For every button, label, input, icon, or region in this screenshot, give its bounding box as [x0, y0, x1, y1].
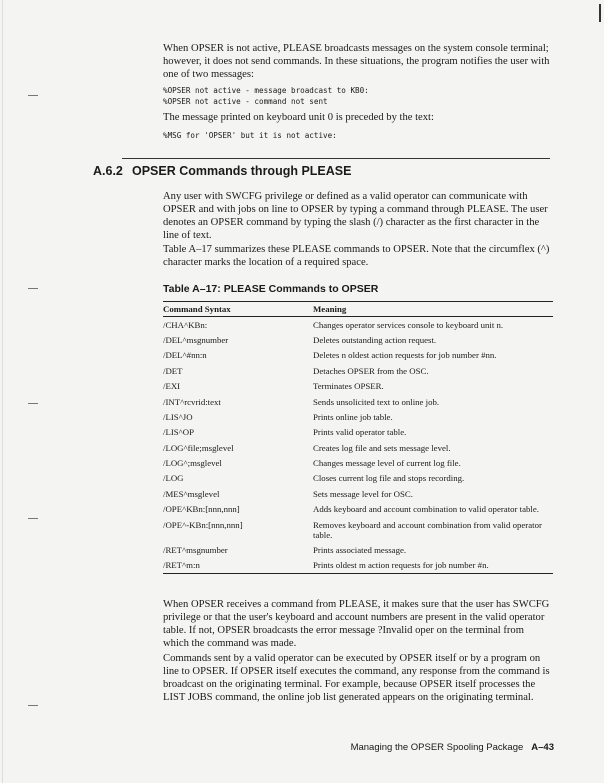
preceded-paragraph: The message printed on keyboard unit 0 is preceded by the text:	[163, 112, 434, 123]
command-syntax: /DEL^#nn:n	[163, 350, 207, 361]
page-number: A–43	[531, 742, 554, 753]
command-meaning: Deletes n oldest action requests for job number #nn.	[313, 350, 497, 361]
table-row	[163, 440, 553, 455]
section-rule	[122, 158, 550, 159]
table-row	[163, 332, 553, 347]
command-meaning: Sends unsolicited text to online job.	[313, 396, 440, 407]
table-row	[163, 542, 553, 557]
corner-mark	[599, 4, 601, 22]
margin-mark	[28, 518, 38, 519]
command-syntax: /LOG	[163, 473, 184, 484]
command-meaning: Detaches OPSER from the OSC.	[313, 365, 429, 376]
command-syntax: /RET^m:n	[163, 558, 313, 574]
margin-mark	[28, 288, 38, 289]
command-syntax: /OPE^KBn:[nnn,nnn]	[163, 504, 240, 515]
command-syntax: /CHA^KBn:	[163, 319, 208, 330]
section-paragraph-1: Any user with SWCFG privilege or defined as a valid operator can communicate with OPSER and with jobs on line to OPSER by typing a command through PLEASE. The user denotes an OPSER command by typing the slash (/) character as the first character in the line of text.	[163, 191, 548, 241]
opser-message-1: %OPSER not active - message broadcast to KB0:	[163, 86, 369, 95]
command-syntax: /LOG^;msglevel	[163, 458, 222, 469]
table-row	[163, 517, 553, 542]
command-meaning: Prints associated message.	[313, 544, 407, 555]
footer-title: Managing the OPSER Spooling Package	[350, 742, 524, 753]
header-command-syntax: Command Syntax	[163, 302, 313, 317]
table-row	[163, 471, 553, 486]
opser-message-2: %OPSER not active - command not sent	[163, 97, 328, 106]
command-meaning: Terminates OPSER.	[313, 381, 384, 392]
table-row	[163, 486, 553, 501]
margin-mark	[28, 403, 38, 404]
command-meaning: Prints oldest m action requests for job number #n.	[313, 558, 553, 574]
table-row	[163, 425, 553, 440]
command-syntax: /LOG^file;msglevel	[163, 442, 234, 453]
commands-table	[163, 301, 553, 574]
table-row	[163, 317, 553, 333]
margin-mark	[28, 95, 38, 96]
command-syntax: /LIS^JO	[163, 411, 193, 422]
command-syntax: /EXI	[163, 381, 181, 392]
table-header-row	[163, 302, 553, 317]
after-paragraph-1: When OPSER receives a command from PLEASE, it makes sure that the user has SWCFG privilege or that the user's keyboard and account numbers are present in the valid operator table. If not, OPSER broadcasts the error message ?Invalid oper on the terminal from which the command was made.	[163, 599, 550, 649]
section-number: A.6.2	[93, 164, 123, 178]
table-row	[163, 409, 553, 424]
section-paragraph-2: Table A–17 summarizes these PLEASE commands to OPSER. Note that the circumflex (^) character marks the location of a required space.	[163, 244, 550, 268]
command-meaning: Prints valid operator table.	[313, 427, 407, 438]
command-meaning: Changes operator services console to keyboard unit n.	[313, 319, 504, 330]
command-syntax: /DET	[163, 365, 183, 376]
command-meaning: Deletes outstanding action request.	[313, 335, 437, 346]
page-edge	[2, 0, 3, 783]
command-syntax: /RET^msgnumber	[163, 544, 228, 555]
table-row	[163, 558, 553, 574]
table-row	[163, 394, 553, 409]
margin-mark	[28, 705, 38, 706]
command-meaning: Changes message level of current log file.	[313, 458, 461, 469]
msg-prefix-text: %MSG for 'OPSER' but it is not active:	[163, 131, 337, 140]
table-row	[163, 502, 553, 517]
command-meaning: Creates log file and sets message level.	[313, 442, 451, 453]
command-syntax: /OPE^-KBn:[nnn,nnn]	[163, 519, 243, 530]
command-meaning: Removes keyboard and account combination from valid operator table.	[313, 519, 542, 540]
intro-paragraph: When OPSER is not active, PLEASE broadcasts messages on the system console terminal; however, it does not send commands. In these situations, the program notifies the user with one of two messages:	[163, 43, 550, 80]
command-syntax: /INT^rcvrid:text	[163, 396, 221, 407]
header-meaning: Meaning	[313, 302, 553, 317]
command-syntax: /LIS^OP	[163, 427, 195, 438]
table-row	[163, 379, 553, 394]
table-row	[163, 455, 553, 470]
command-meaning: Sets message level for OSC.	[313, 488, 413, 499]
section-title: OPSER Commands through PLEASE	[132, 164, 352, 178]
table-title: Table A–17: PLEASE Commands to OPSER	[163, 283, 379, 295]
command-meaning: Closes current log file and stops recording.	[313, 473, 465, 484]
command-meaning: Adds keyboard and account combination to valid operator table.	[313, 504, 539, 515]
command-syntax: /DEL^msgnumber	[163, 335, 229, 346]
table-row	[163, 363, 553, 378]
table-row	[163, 348, 553, 363]
page-footer	[351, 742, 554, 753]
command-meaning: Prints online job table.	[313, 411, 393, 422]
after-paragraph-2: Commands sent by a valid operator can be executed by OPSER itself or by a program on line to OPSER. If OPSER itself executes the command, any response from the command is broadcast on the originating terminal. For example, because OPSER itself processes the LIST JOBS command, the online job list generated appears on the originating terminal.	[163, 653, 550, 703]
command-syntax: /MES^msglevel	[163, 488, 220, 499]
